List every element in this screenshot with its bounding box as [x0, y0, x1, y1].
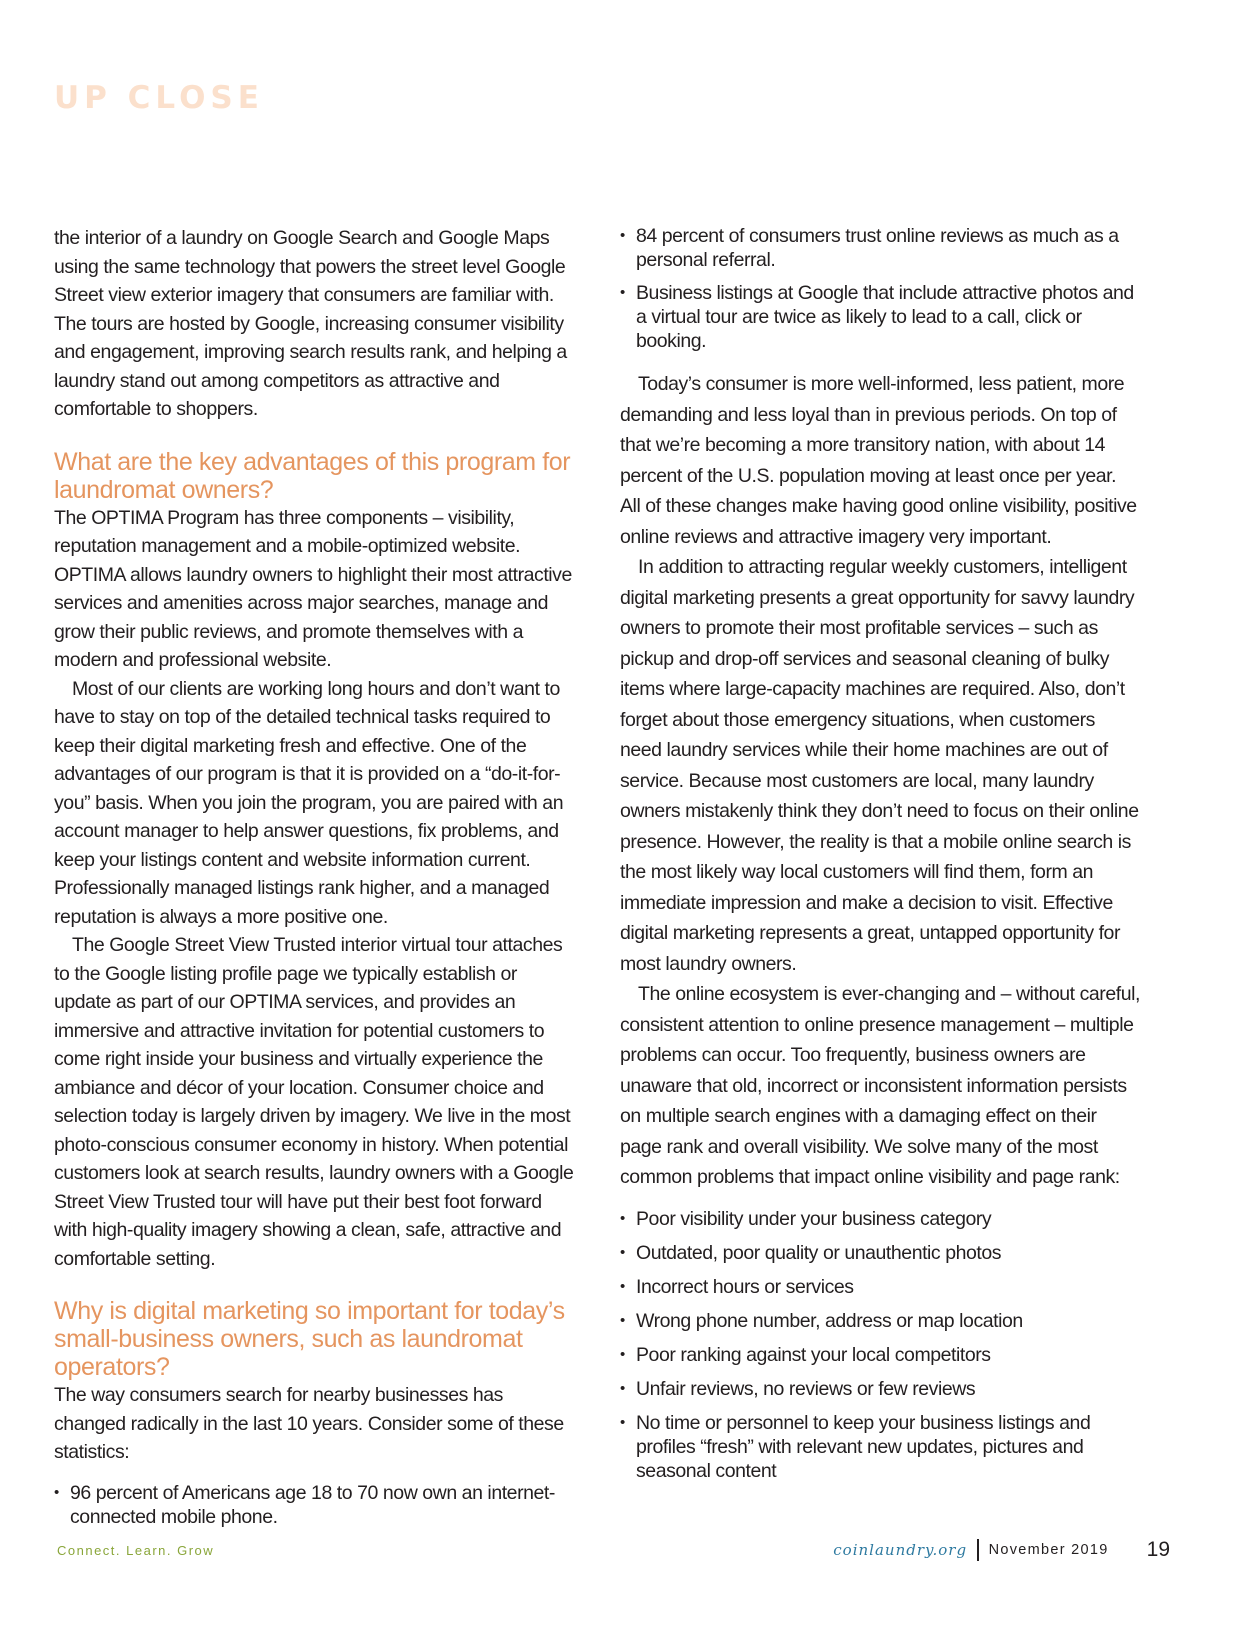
problem-item: • Outdated, poor quality or unauthentic photos	[620, 1241, 1140, 1265]
problem-item: • No time or personnel to keep your business listings and profiles “fresh” with relevant new updates, pictures and seasonal content	[620, 1411, 1140, 1483]
footer-info	[833, 1538, 1170, 1562]
advantages-paragraph-1: The OPTIMA Program has three components – visibility, reputation management and a mobile-optimized website. OPTIMA allows laundry owners to highlight their most attractive services and amenities across major searches, manage and grow their public reviews, and promote themselves with a modern and professional website.	[54, 506, 572, 671]
statistics-list-right	[620, 224, 1140, 353]
problems-list	[620, 1207, 1140, 1483]
problem-item: • Unfair reviews, no reviews or few reviews	[620, 1377, 1140, 1401]
website-link[interactable]: coinlaundry.org	[833, 1541, 968, 1559]
heading-key-advantages: What are the key advantages of this program for laundromat owners?	[54, 447, 571, 504]
consumer-paragraph: Today’s consumer is more well-informed, less patient, more demanding and less loyal than in previous periods. On top of that we’re becoming a more transitory nation, with about 14 percent of the U.S. population moving at least once per year. All of these changes make having good online visibility, positive online reviews and attractive imagery very important.	[620, 373, 1137, 548]
advantages-paragraph-3: The Google Street View Trusted interior virtual tour attaches to the Google listing profile page we typically establish or update as part of our OPTIMA services, and provides an immersive and attractive invitation for potential customers to come right inside your business and virtually experience the ambiance and décor of your location. Consumer choice and selection today is largely driven by imagery. We live in the most photo-conscious consumer economy in history. When potential customers look at search results, laundry owners with a Google Street View Trusted tour will have put their best foot forward with high-quality imagery showing a clean, safe, attractive and comfortable setting.	[54, 934, 574, 1270]
page-number: 19	[1146, 1538, 1170, 1561]
advantages-paragraph-2: Most of our clients are working long hours and don’t want to have to stay on top of the detailed technical tasks required to keep their digital marketing fresh and effective. One of the advantages of our program is that it is provided on a “do-it-for-you” basis. When you join the program, you are paired with an account manager to help answer questions, fix problems, and keep your listings content and website information current. Professionally managed listings rank higher, and a managed reputation is always a more positive one.	[54, 677, 564, 928]
importance-paragraph-1: The way consumers search for nearby businesses has changed radically in the last 10 years. Consider some of these statistics:	[54, 1384, 564, 1463]
statistic-item: • Business listings at Google that include attractive photos and a virtual tour are twice as likely to lead to a call, click or booking.	[620, 281, 1140, 353]
right-column	[620, 224, 1140, 1493]
problem-item: • Wrong phone number, address or map location	[620, 1309, 1140, 1333]
footer-divider	[977, 1539, 979, 1561]
intro-paragraph: the interior of a laundry on Google Search and Google Maps using the same technology that powers the street level Google Street view exterior imagery that consumers are familiar with. The tours are hosted by Google, increasing consumer visibility and engagement, improving search results rank, and helping a laundry stand out among competitors as attractive and comfortable to shoppers.	[54, 227, 567, 420]
problem-item: • Poor ranking against your local competitors	[620, 1343, 1140, 1367]
problem-item: • Incorrect hours or services	[620, 1275, 1140, 1299]
issue-date: November 2019	[988, 1542, 1109, 1558]
footer-tagline: Connect. Learn. Grow	[57, 1543, 215, 1558]
heading-digital-marketing-importance: Why is digital marketing so important for today’s small-business owners, such as laundromat operators?	[54, 1297, 565, 1381]
opportunity-paragraph: In addition to attracting regular weekly customers, intelligent digital marketing presents a great opportunity for savvy laundry owners to promote their most profitable services – such as pickup and drop-off services and seasonal cleaning of bulky items where large-capacity machines are required. Also, don’t forget about those emergency situations, when customers need laundry services while their home machines are out of service. Because most customers are local, many laundry owners mistakenly think they don’t need to focus on their online presence. However, the reality is that a mobile online search is the most likely way local customers will find them, form an immediate impression and make a decision to visit. Effective digital marketing represents a great, untapped opportunity for most laundry owners.	[620, 556, 1139, 975]
problem-item: • Poor visibility under your business category	[620, 1207, 1140, 1231]
left-column	[54, 224, 574, 1529]
ecosystem-paragraph: The online ecosystem is ever-changing and – without careful, consistent attention to online presence management – multiple problems can occur. Too frequently, business owners are unaware that old, incorrect or inconsistent information persists on multiple search engines with a damaging effect on their page rank and overall visibility. We solve many of the most common problems that impact online visibility and page rank:	[620, 983, 1140, 1188]
statistic-item: • 84 percent of consumers trust online reviews as much as a personal referral.	[620, 224, 1140, 272]
statistic-item: • 96 percent of Americans age 18 to 70 now own an internet-connected mobile phone.	[54, 1481, 574, 1529]
section-tag: UP CLOSE	[54, 80, 264, 116]
statistics-list-left	[54, 1481, 574, 1529]
